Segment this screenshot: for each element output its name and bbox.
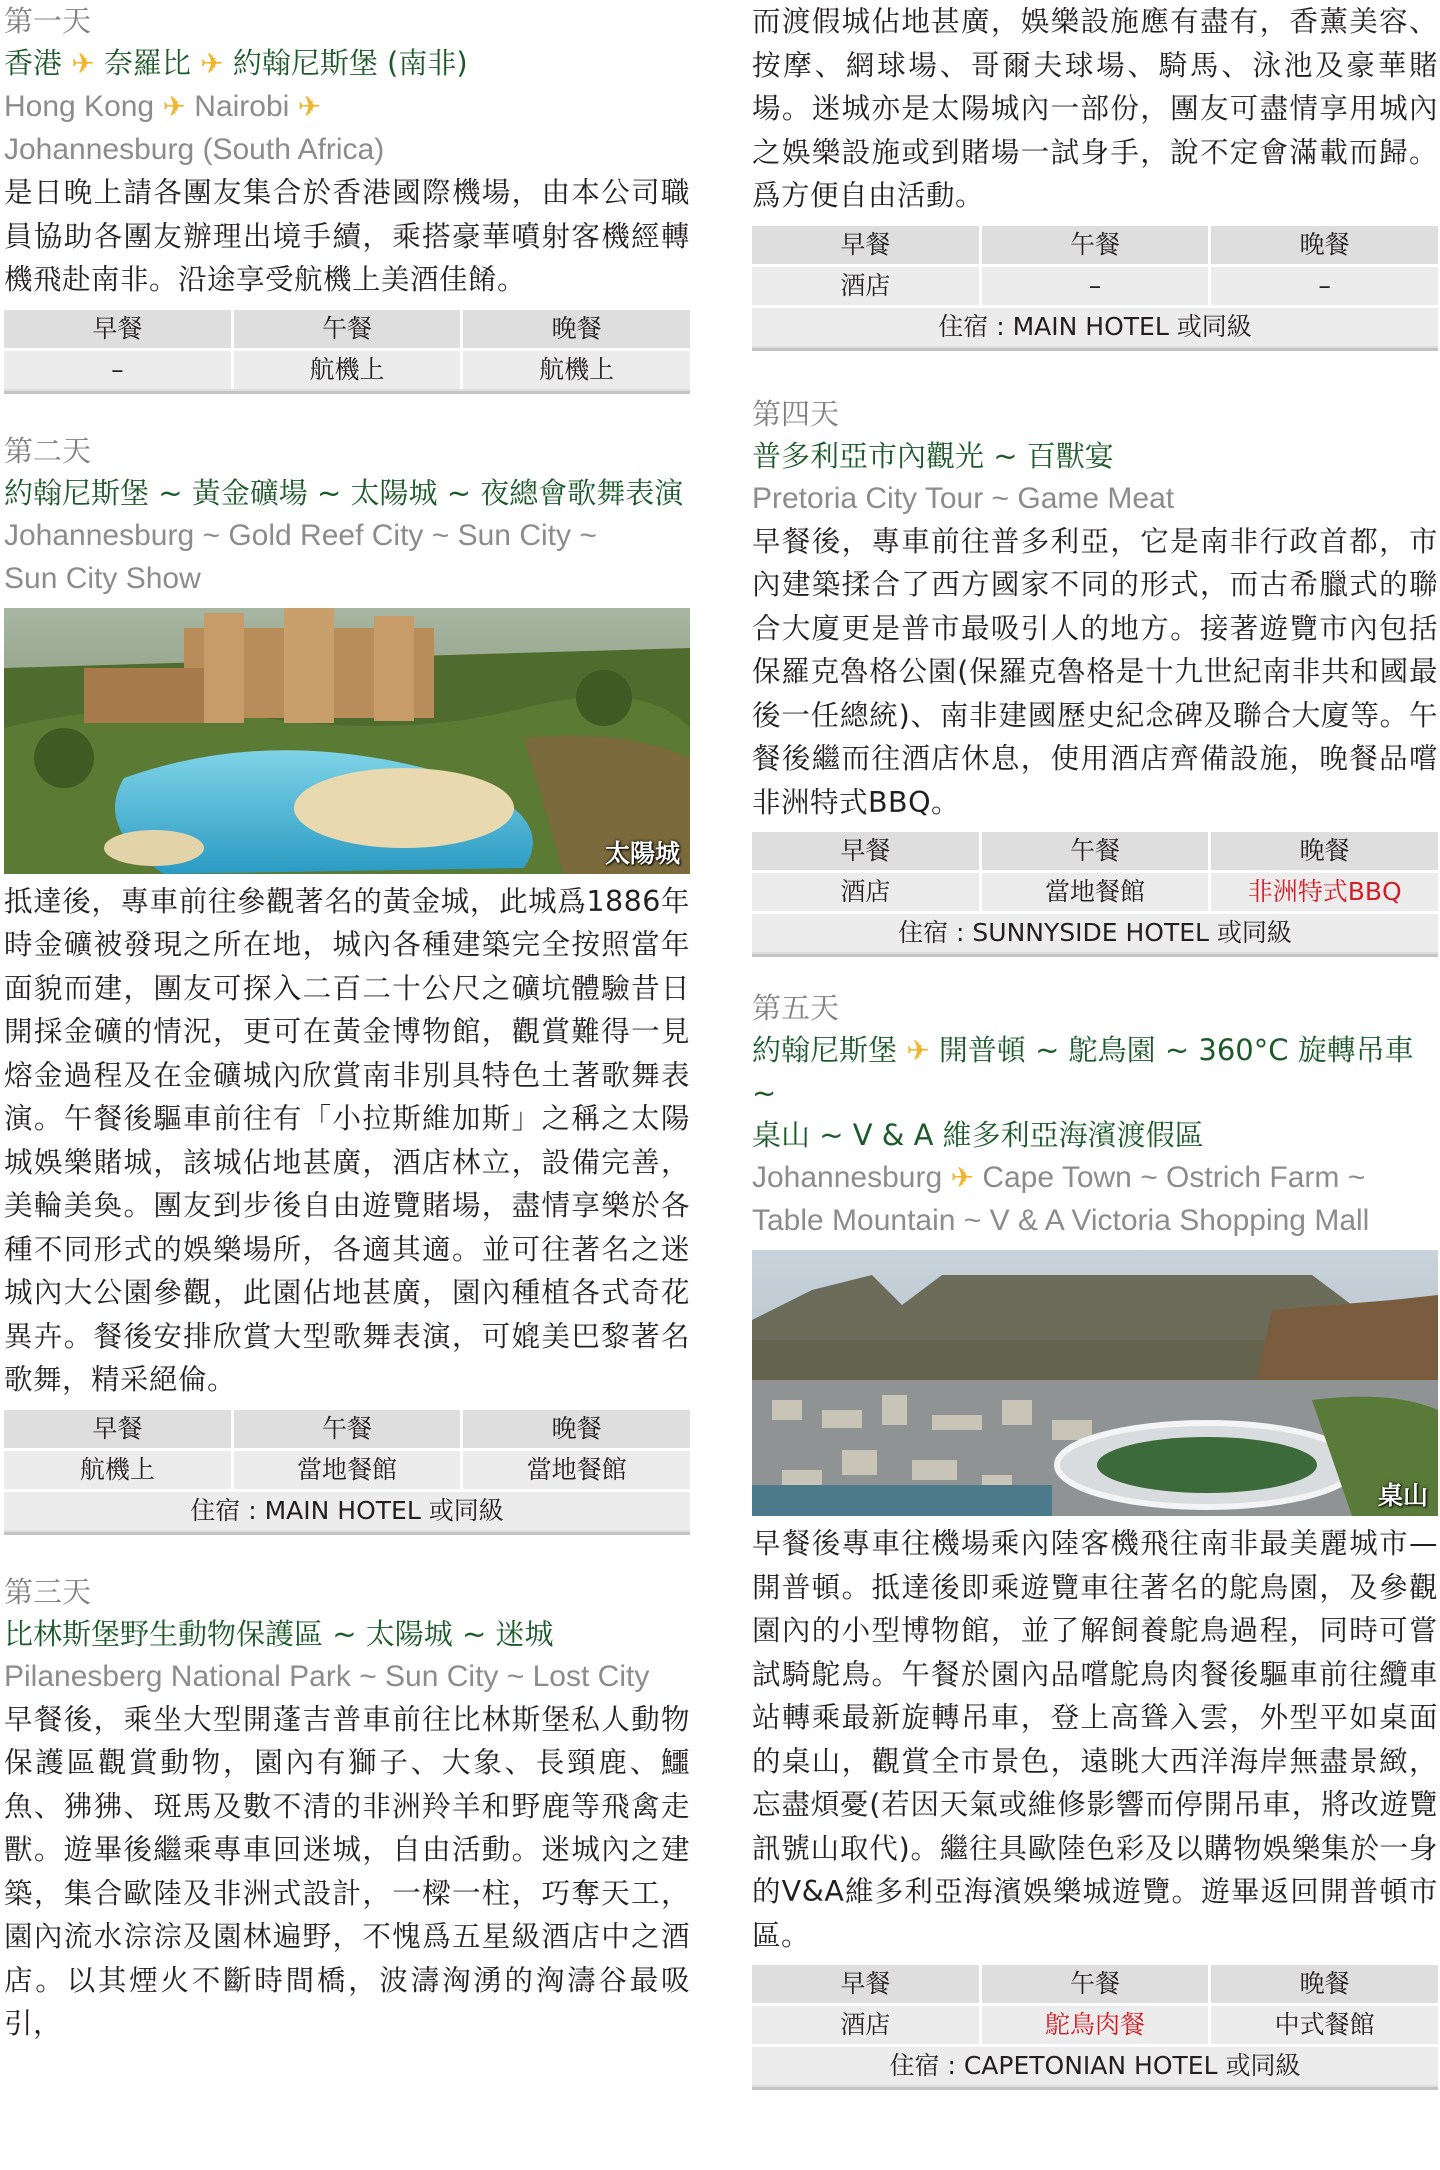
meal-value-row [4, 1448, 690, 1489]
meal-header-lunch: 午餐 [234, 1410, 464, 1448]
day1-title-en-0: Hong Kong [4, 90, 155, 123]
day3-body: 早餐後，乘坐大型開蓬吉普車前往比林斯堡私人動物保護區觀賞動物，園內有獅子、大象、長頸鹿、鱷魚、狒狒、斑馬及數不清的非洲羚羊和野鹿等飛禽走獸。遊畢後繼乘專車回迷城，自由活動。迷城內之建築，集合歐陸及非洲式設計，一樑一柱，巧奪天工，園內流水淙淙及園林遍野，不愧爲五星級酒店中之酒店。以其煙火不斷時間橋，波濤洶湧的洶濤谷最吸引， [4, 1702, 690, 2040]
spacer [752, 351, 1438, 393]
meal-dinner: 當地餐館 [526, 1454, 627, 1484]
meal-header-dinner: 晚餐 [1299, 836, 1350, 865]
sun-city-caption: 太陽城 [604, 838, 680, 868]
day5-title-zh [752, 1029, 1438, 1156]
day3-title-en: Pilanesberg National Park ~ Sun City ~ Lost City [4, 1659, 650, 1693]
meal-header-row [752, 1965, 1438, 2003]
meal-header-row [4, 310, 690, 348]
meal-lunch-highlight: 鴕鳥肉餐 [982, 2006, 1212, 2044]
meal-breakfast: 酒店 [752, 2006, 982, 2044]
plane-icon: ✈ [162, 91, 186, 122]
meal-header-row [752, 226, 1438, 264]
day2-body: 抵達後，專車前往參觀著名的黃金城，此城爲1886年時金礦被發現之所在地，城內各種建築完全按照當年面貌而建，團友可探入二百二十公尺之礦坑體驗昔日開採金礦的情況，更可在黃金博物館，觀賞難得一見熔金過程及在金礦城內欣賞南非別具特色土著歌舞表演。午餐後驅車前往有「小拉斯維加斯」之稱之太陽城娛樂賭城，該城佔地甚廣，酒店林立，設備完善，美輪美奐。團友到步後自由遊覽賭場，盡情享樂於各種不同形式的娛樂場所，各適其適。並可往著名之迷城內大公園參觀，此園佔地甚廣，園內種植各式奇花異卉。餐後安排欣賞大型歌舞表演，可媲美巴黎著名歌舞，精采絕倫。 [4, 884, 690, 1396]
meal-lunch: 當地餐館 [982, 873, 1212, 911]
meal-header-lunch: 午餐 [982, 226, 1212, 264]
day5-label: 第五天 [752, 991, 840, 1025]
meal-header-breakfast: 早餐 [4, 310, 234, 348]
plane-icon: ✈ [71, 47, 95, 80]
day4-meals-table [752, 832, 1438, 957]
day2-title-zh: 約翰尼斯堡 ~ 黃金礦場 ~ 太陽城 ~ 夜總會歌舞表演 [4, 475, 684, 510]
meal-breakfast: 酒店 [752, 267, 982, 305]
day3-title-zh: 比林斯堡野生動物保護區 ~ 太陽城 ~ 迷城 [4, 1616, 554, 1651]
table-mountain-photo [752, 1250, 1438, 1516]
table-mountain-illustration [752, 1250, 1438, 1516]
day5-body: 早餐後專車往機場乘內陸客機飛往南非最美麗城市—開普頓。抵達後即乘遊覽車往著名的鴕鳥園，及參觀園內的小型博物館，並了解飼養鴕鳥過程，同時可嘗試騎鴕鳥。午餐於園內品嚐鴕鳥肉餐後驅車前往纜車站轉乘最新旋轉吊車，登上高聳入雲，外型平如桌面的桌山，觀賞全市景色，遠眺大西洋海岸無盡景緻，忘盡煩憂(若因天氣或維修影響而停開吊車，將改遊覽訊號山取代)。繼往具歐陸色彩及以購物娛樂集於一身的V&A維多利亞海濱娛樂城遊覽。遊畢返回開普頓市區。 [752, 1527, 1438, 1952]
meal-header-row [4, 1410, 690, 1448]
day4-title-zh: 普多利亞市內觀光 ~ 百獸宴 [752, 438, 1114, 473]
day2-title-en [4, 514, 690, 600]
day3-section [4, 1571, 690, 2046]
meal-header-lunch: 午餐 [982, 832, 1212, 870]
day1-title-zh [4, 42, 690, 85]
table-mountain-caption: 桌山 [1377, 1481, 1428, 1510]
day5-title-en-1a: Johannesburg [752, 1161, 943, 1194]
spacer [4, 394, 690, 430]
right-column [752, 0, 1438, 2090]
meal-header-breakfast: 早餐 [752, 1965, 982, 2003]
day5-title-en [752, 1156, 1438, 1242]
meal-value-row [752, 2003, 1438, 2044]
meal-lunch: 當地餐館 [234, 1451, 464, 1489]
day2-title-en-1: Johannesburg ~ Gold Reef City ~ Sun City ~ [4, 518, 597, 552]
hotel-row: 住宿 : MAIN HOTEL 或同級 [4, 1489, 690, 1530]
day3-label: 第三天 [4, 1574, 92, 1609]
meal-header-breakfast: 早餐 [752, 226, 982, 264]
day1-title-en [4, 85, 690, 171]
day1-title-en-1: Nairobi [194, 90, 290, 123]
meal-header-dinner: 晚餐 [1299, 1969, 1350, 1998]
meal-breakfast: – [4, 351, 234, 389]
day1-title-zh-1: 奈羅比 [103, 46, 191, 80]
spacer [752, 957, 1438, 987]
day5-section [752, 987, 1438, 2090]
day1-label: 第一天 [4, 4, 92, 38]
meal-dinner: – [1318, 270, 1331, 300]
plane-icon: ✈ [950, 1162, 974, 1193]
day5-title-en-1b: Cape Town ~ Ostrich Farm ~ [982, 1161, 1366, 1194]
day5-title-zh-1b: 開普頓 ~ 鴕鳥園 ~ 360°C 旋轉吊車 ~ [752, 1033, 1414, 1110]
plane-icon: ✈ [200, 47, 224, 80]
day2-label: 第二天 [4, 433, 92, 468]
day3-continued [752, 0, 1438, 351]
meal-lunch: 航機上 [234, 351, 464, 389]
hotel-row: 住宿 : CAPETONIAN HOTEL 或同級 [752, 2044, 1438, 2085]
meal-header-lunch: 午餐 [234, 310, 464, 348]
day1-title-en-2: Johannesburg (South Africa) [4, 133, 385, 166]
left-column [4, 0, 690, 2046]
meal-header-dinner: 晚餐 [1299, 229, 1350, 259]
day2-title-en-2: Sun City Show [4, 561, 201, 595]
meal-header-dinner: 晚餐 [551, 313, 602, 343]
day1-meals-table [4, 310, 690, 394]
meal-dinner: 中式餐館 [1274, 2010, 1375, 2039]
meal-header-row [752, 832, 1438, 870]
day4-title-en: Pretoria City Tour ~ Game Meat [752, 481, 1175, 515]
day1-body: 是日晚上請各團友集合於香港國際機場，由本公司職員協助各團友辦理出境手續，乘搭豪華噴射客機經轉機飛赴南非。沿途享受航機上美酒佳餚。 [4, 176, 690, 296]
meal-header-lunch: 午餐 [982, 1965, 1212, 2003]
meal-breakfast: 酒店 [752, 873, 982, 911]
day1-section [4, 0, 690, 394]
plane-icon: ✈ [297, 91, 322, 122]
spacer [4, 1535, 690, 1571]
meal-value-row [4, 348, 690, 389]
day1-title-zh-0: 香港 [4, 46, 63, 80]
day1-title-zh-2: 約翰尼斯堡 (南非) [232, 46, 468, 80]
meal-lunch: – [982, 267, 1212, 305]
plane-icon: ✈ [906, 1034, 930, 1067]
day2-meals-table [4, 1410, 690, 1535]
sun-city-photo [4, 608, 690, 874]
day4-label: 第四天 [752, 396, 840, 431]
sun-city-illustration [4, 608, 690, 874]
day4-body: 早餐後，專車前往普多利亞，它是南非行政首都，市內建築揉合了西方國家不同的形式，而古希臘式的聯合大廈更是普市最吸引人的地方。接著遊覽市內包括保羅克魯格公園(保羅克魯格是十九世紀南非共和國最後一任總統)、南非建國歷史紀念碑及聯合大廈等。午餐後繼而往酒店休息，使用酒店齊備設施，晚餐品嚐非洲特式BBQ。 [752, 524, 1438, 819]
meal-header-dinner: 晚餐 [551, 1413, 602, 1443]
meal-breakfast: 航機上 [4, 1451, 234, 1489]
day5-title-zh-2: 桌山 ~ V & A 維多利亞海濱渡假區 [752, 1118, 1204, 1152]
meal-value-row [752, 870, 1438, 911]
day5-meals-table [752, 1965, 1438, 2090]
meal-dinner: 航機上 [539, 354, 615, 384]
day2-section [4, 430, 690, 1535]
day5-title-en-2: Table Mountain ~ V & A Victoria Shopping Mall [752, 1204, 1370, 1237]
hotel-row: 住宿 : MAIN HOTEL 或同級 [752, 305, 1438, 346]
day5-title-zh-1a: 約翰尼斯堡 [752, 1033, 898, 1067]
meal-header-breakfast: 早餐 [4, 1410, 234, 1448]
day3-meals-table [752, 226, 1438, 351]
day4-section [752, 393, 1438, 958]
hotel-row: 住宿 : SUNNYSIDE HOTEL 或同級 [752, 911, 1438, 952]
meal-value-row [752, 264, 1438, 305]
meal-header-breakfast: 早餐 [752, 832, 982, 870]
meal-dinner-highlight: 非洲特式BBQ [1247, 877, 1402, 906]
day3-body-cont: 而渡假城佔地甚廣，娛樂設施應有盡有，香薰美容、按摩、網球場、哥爾夫球場、騎馬、泳池及豪華賭場。迷城亦是太陽城內一部份，團友可盡情享用城內之娛樂設施或到賭場一試身手，說不定會滿載而歸。爲方便自由活動。 [752, 5, 1438, 212]
